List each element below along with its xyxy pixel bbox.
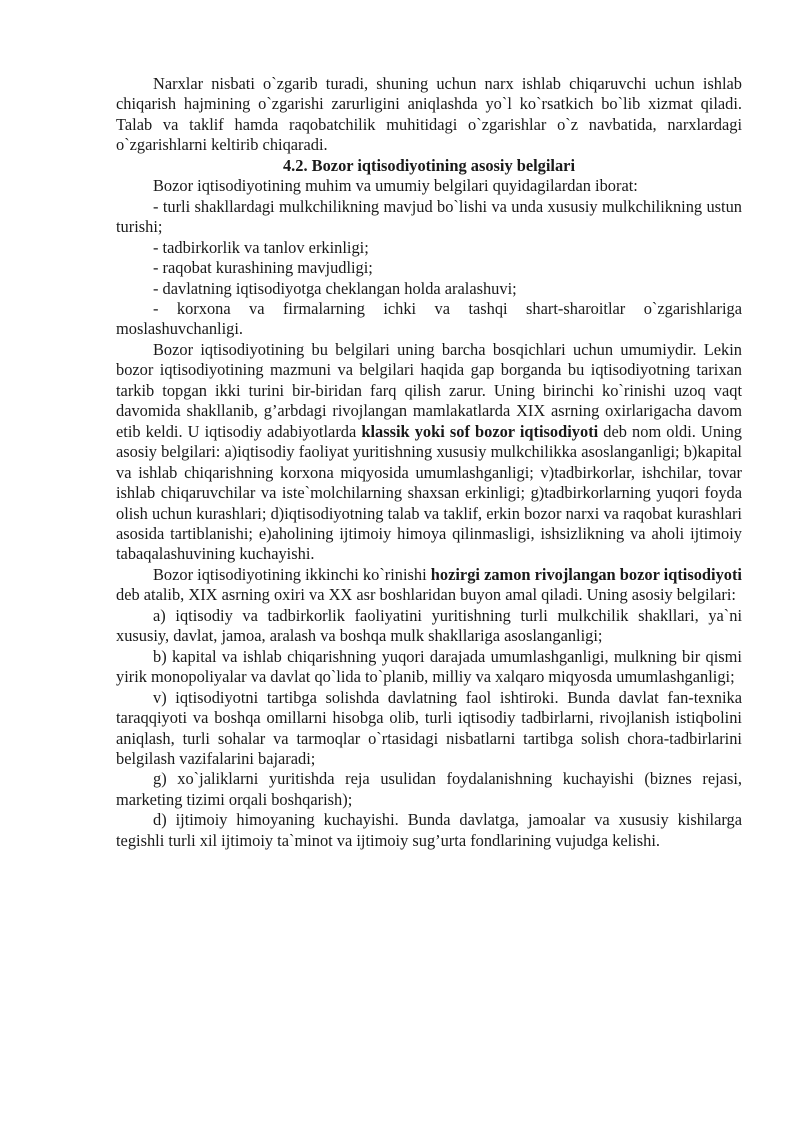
list-intro: Bozor iqtisodiyotining muhim va umumiy belgilari quyidagilardan iborat:	[153, 176, 638, 196]
modern-market-paragraph	[116, 565, 742, 606]
modern-item: v) iqtisodiyotni tartibga solishda davlatning faol ishtiroki. Bunda davlat fan-texnika taraqqiyoti va boshqa omillarni hisobga olib, turli iqtisodiy tadbirlarni, rivojlanish istiqbolini aniqlash, turli sohalar va tarmoqlar o`rtasidagi nisbatlarni tartibga solish chora-tadbirlarini belgilash vazifalarini bajaradi;	[116, 687, 742, 768]
modern-text-before: Bozor iqtisodiyotining ikkinchi ko`rinishi	[153, 564, 431, 584]
list-item: - tadbirkorlik va tanlov erkinligi;	[153, 237, 369, 257]
list-item: - turli shakllardagi mulkchilikning mavjud bo`lishi va unda xususiy mulkchilikning ustun turishi;	[116, 196, 742, 237]
list-item: - davlatning iqtisodiyotga cheklangan holda aralashuvi;	[153, 278, 517, 298]
classic-term: klassik yoki sof bozor iqtisodiyoti	[361, 421, 599, 441]
modern-item: a) iqtisodiy va tadbirkorlik faoliyatini yuritishning turli mulkchilik shakllari, ya`ni xususiy, davlat, jamoa, aralash va boshqa mulk shakllariga asoslanganligi;	[116, 605, 742, 646]
section-heading: 4.2. Bozor iqtisodiyotining asosiy belgilari	[282, 155, 576, 175]
classic-market-paragraph	[116, 340, 742, 565]
list-item: - raqobat kurashining mavjudligi;	[153, 258, 373, 278]
classic-text-before: Bozor iqtisodiyotining bu belgilari uning barcha bosqichlari uchun umumiydir. Lekin bozor iqtisodiyotining mazmuni va belgilari haqida gap borganda bu iqtisodiyotning tarixan tarkib topgan ikki turini bir-biridan farq qilish zarur. Uning birinchi ko`rinishi uzoq vaqt davomida shakllanib, g’arbdagi rivojlangan mamlakatlarda XIX asrning oxirlarigacha davom etib keldi. U iqtisodiy adabiyotlarda	[116, 339, 742, 441]
modern-item: b) kapital va ishlab chiqarishning yuqori darajada umumlashganligi, mulkning bir qismi yirik monopoliyalar va davlat qo`lida to`planib, milliy va xalqaro miqyosda umumlashganligi;	[116, 646, 742, 687]
intro-paragraph: Narxlar nisbati o`zgarib turadi, shuning uchun narx ishlab chiqaruvchi uchun ishlab chiqarish hajmining o`zgarishi zarurligini aniqlashda yo`l ko`rsatkich bo`lib xizmat qiladi. Talab va taklif hamda raqobatchilik muhitidagi o`zgarishlar o`z navbatida, narxlardagi o`zgarishlarni keltirib chiqaradi.	[116, 74, 742, 155]
modern-item: d) ijtimoiy himoyaning kuchayishi. Bunda davlatga, jamoalar va xususiy kishilarga tegishli turli xil ijtimoiy ta`minot va ijtimoiy sug’urta fondlarining vujudga kelishi.	[116, 810, 742, 850]
modern-item: g) xo`jaliklarni yuritishda reja usulidan foydalanishning kuchayishi (biznes rejasi, marketing tizimi orqali boshqarish);	[116, 769, 742, 809]
classic-text-after: deb nom oldi. Uning asosiy belgilari: a)iqtisodiy faoliyat yuritishning xususiy mulkchilikka asoslanganligi; b)kapital va ishlab chiqarishning korxona miqyosida umumlashganligi; v)tadbirkorlar, ishchilar, tovar ishlab chiqaruvchilar va iste`molchilarning shaxsan erkinligi; g)tadbirkorlarning yuqori foyda olish uchun kurashlari; d)iqtisodiyotning talab va taklif, erkin bozor narxi va raqobat kurashlari asosida tartiblanishi; e)aholining ijtimoiy himoya qilinmasligi, ishsizlikning va aholi ijtimoiy tabaqalashuvining kuchayishi.	[116, 421, 742, 564]
modern-text-after: deb atalib, XIX asrning oxiri va XX asr boshlaridan buyon amal qiladi. Uning asosiy belgilari:	[116, 585, 736, 605]
document-page	[116, 74, 742, 851]
list-item: - korxona va firmalarning ichki va tashqi shart-sharoitlar o`zgarishlariga moslashuvchanligi.	[116, 298, 742, 339]
modern-term: hozirgi zamon rivojlangan bozor iqtisodiyoti	[430, 564, 742, 584]
